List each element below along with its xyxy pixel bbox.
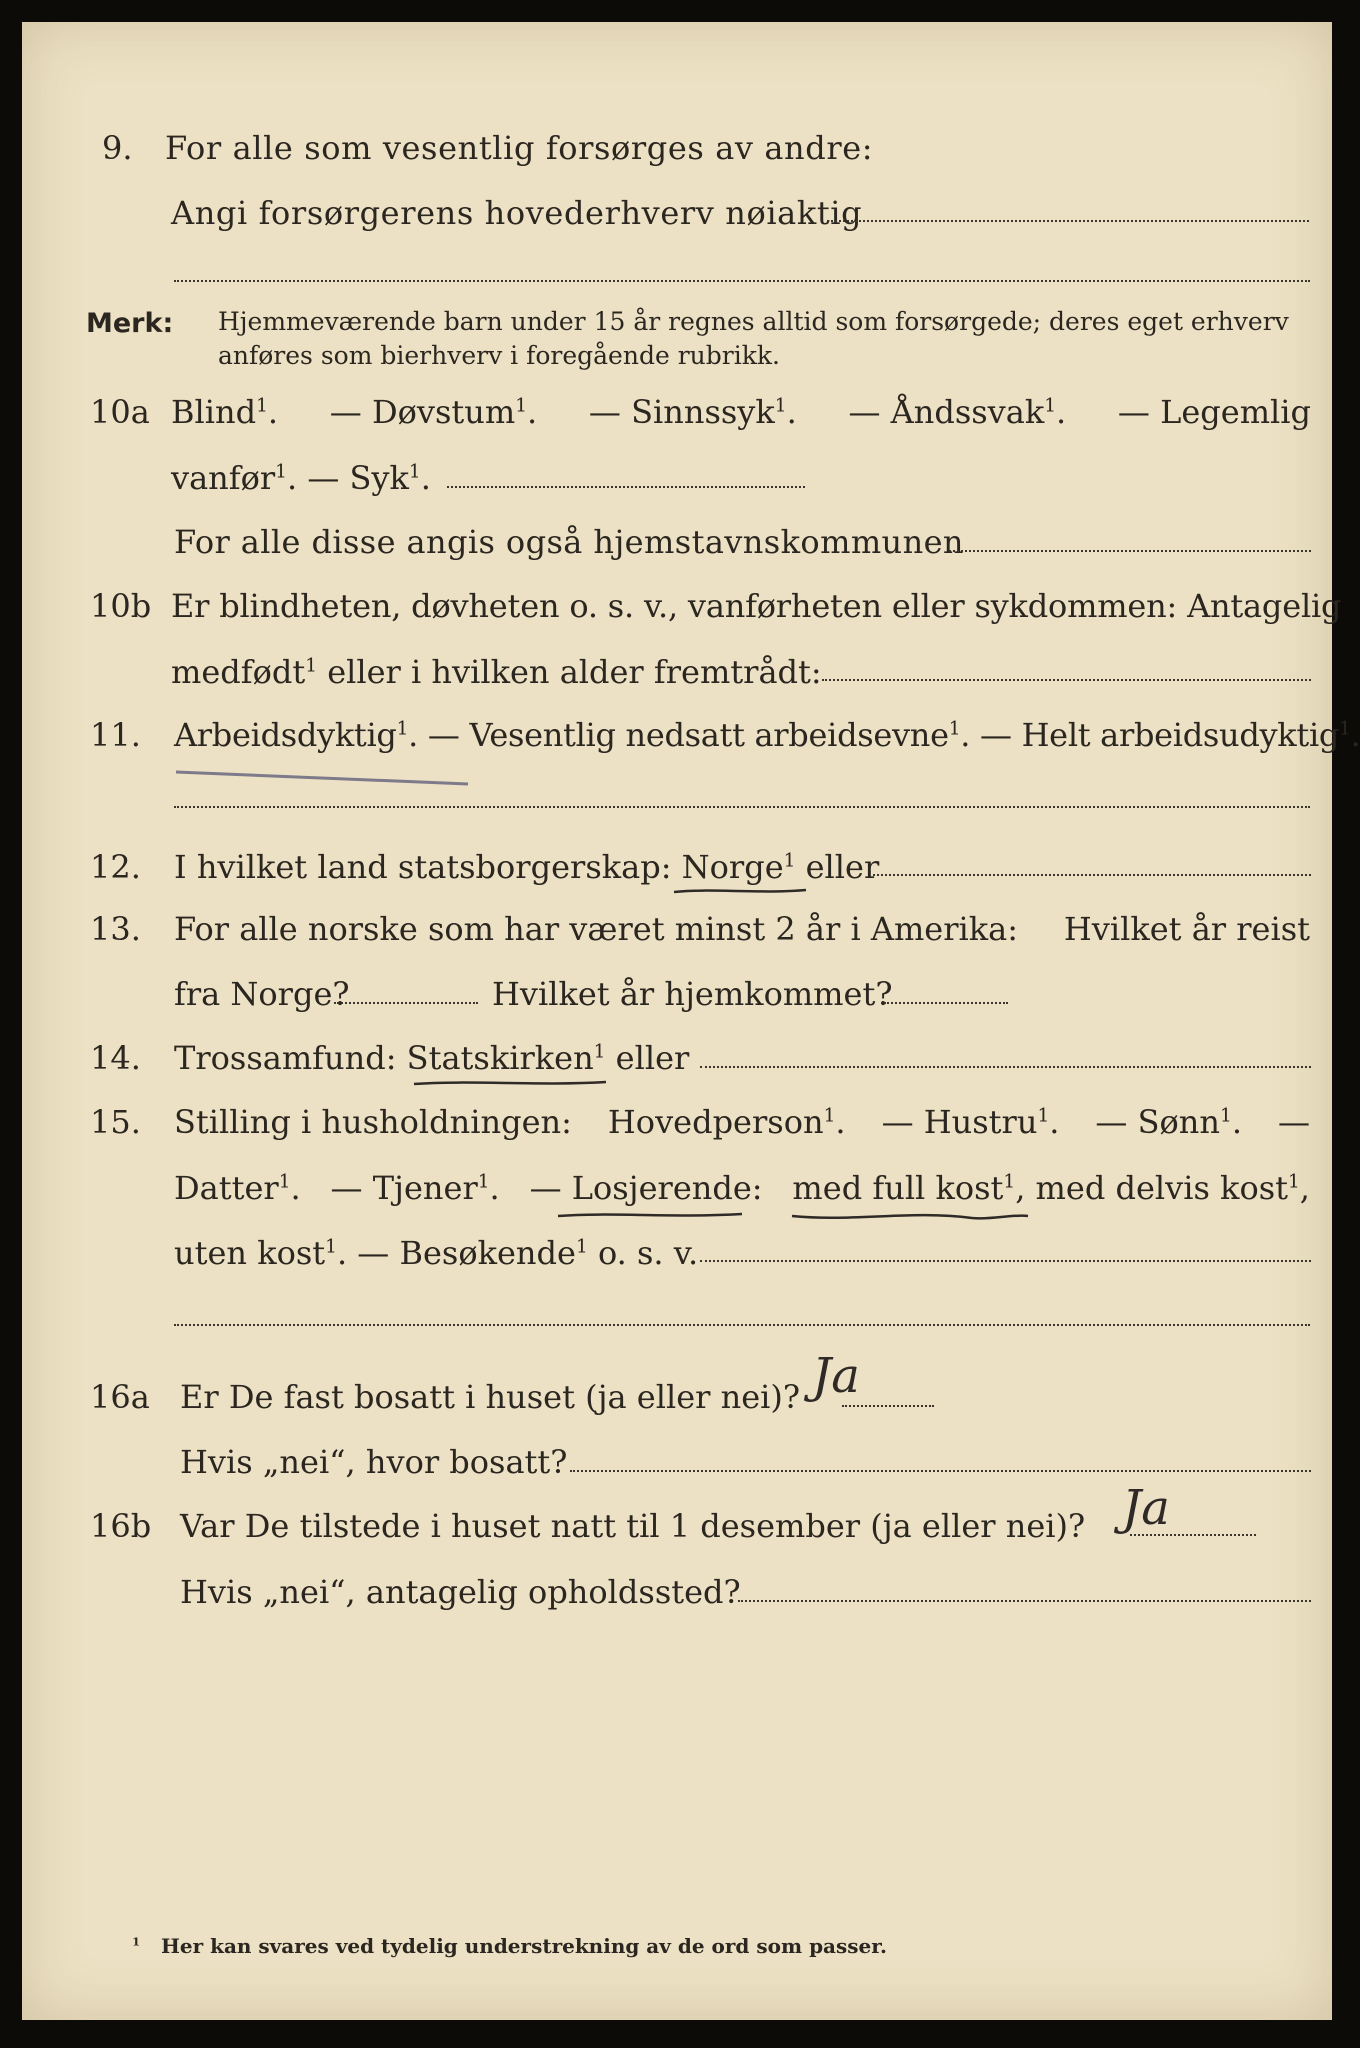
question-10a-number: 10a [90,393,150,431]
question-10a-line-1 [171,392,1311,432]
question-16b-number: 16b [90,1507,152,1545]
option-datter[interactable]: Datter$^1$. [174,1169,301,1207]
handwritten-answer-16a[interactable]: Ja [812,1348,860,1404]
answer-line-9a[interactable] [827,220,1309,222]
answer-line-11[interactable] [174,806,1310,808]
answer-line-10b[interactable] [822,679,1311,681]
option-andssvak[interactable]: — Åndssvak$^1$. [848,393,1067,431]
option-med-full-kost[interactable]: med full kost$^1$, med delvis kost$^1$, [792,1169,1310,1207]
question-13-number: 13. [90,910,141,948]
question-16a-line-2: Hvis „nei“, hvor bosatt? [180,1443,568,1481]
question-13-line-2a: fra Norge? [174,975,350,1013]
answer-line-9b[interactable] [174,280,1310,282]
question-13-line-2b: Hvilket år hjemkommet? [492,975,893,1013]
question-14-number: 14. [90,1039,141,1077]
question-14-line: Trossamfund: Statskirken$^1$ eller [174,1039,690,1077]
question-16b-line-1: Var De tilstede i huset natt til 1 desember (ja eller nei)? [180,1507,1086,1545]
option-uten-kost[interactable]: uten kost$^1$. [174,1234,348,1272]
option-hustru[interactable]: — Hustru$^1$. [881,1103,1060,1141]
option-blind[interactable]: Blind$^1$. [171,393,279,431]
answer-line-15b[interactable] [174,1324,1310,1326]
merk-note-line-1: Hjemmeværende barn under 15 år regnes alltid som forsørgede; deres eget erhverv [218,307,1289,336]
option-vanfor[interactable]: vanfør$^1$. [171,459,298,497]
answer-line-15a[interactable] [700,1260,1311,1262]
question-11-line [174,715,1360,755]
question-15-line-3: uten kost$^1$. — Besøkende$^1$ o. s. v. [174,1234,699,1272]
question-10a-line-3: For alle disse angis også hjemstavnskommunen [174,523,964,561]
answer-line-12[interactable] [873,874,1311,876]
option-besokende[interactable]: — Besøkende$^1$ [357,1234,588,1272]
question-12-number: 12. [90,848,141,886]
handwritten-answer-16b[interactable]: Ja [1122,1480,1170,1536]
question-12-line: I hvilket land statsborgerskap: Norge$^1$ eller [174,848,880,886]
merk-note-line-2: anføres som bierhverv i foregående rubrikk. [218,341,780,370]
option-sonn[interactable]: — Sønn$^1$. [1095,1103,1242,1141]
question-9-number: 9. [102,129,133,167]
question-13-line-1: For alle norske som har været minst 2 år i Amerika: Hvilket år reist [174,910,1310,948]
answer-line-16a-bosatt[interactable] [570,1470,1311,1472]
answer-line-10a-2[interactable] [949,550,1311,552]
answer-line-16b-opholdssted[interactable] [738,1600,1311,1602]
option-hovedperson[interactable]: Hovedperson$^1$. [607,1103,846,1141]
question-16a-line-1: Er De fast bosatt i huset (ja eller nei)? [180,1378,801,1416]
question-15-number: 15. [90,1103,141,1141]
question-15-line-2 [174,1168,1310,1208]
footnote [132,1932,887,1960]
question-16a-number: 16a [90,1378,150,1416]
question-11-number: 11. [90,716,141,754]
answer-line-16a[interactable] [842,1405,934,1407]
footnote-marker: 1 [132,1934,141,1949]
underline-norge [670,882,810,902]
answer-line-16b[interactable] [1130,1534,1256,1536]
option-nedsatt-arbeidsevne[interactable]: — Vesentlig nedsatt arbeidsevne$^1$. [427,716,971,754]
question-9-line-2: Angi forsørgerens hovederhverv nøiaktig [171,194,863,232]
option-norge[interactable]: Norge$^1$ [681,848,796,886]
answer-line-13-reist[interactable] [334,1002,478,1004]
answer-line-13-hjemkommet[interactable] [884,1002,1008,1004]
option-tjener[interactable]: — Tjener$^1$. [330,1169,500,1207]
underline-losjerende-med-full-kost [552,1204,1032,1230]
question-15-line-1: Stilling i husholdningen: Hovedperson$^1$. — Hustru$^1$. — Sønn$^1$. — [174,1103,1310,1141]
answer-line-10a-1[interactable] [447,486,805,488]
option-syk[interactable]: — Syk$^1$. [307,459,431,497]
option-sinnssyk[interactable]: — Sinnssyk$^1$. [588,393,797,431]
question-10b-number: 10b [90,587,152,625]
merk-label: Merk: [86,308,174,339]
option-helt-arbeidsudyktig[interactable]: — Helt arbeidsudyktig$^1$. [980,716,1360,754]
option-legemlig[interactable]: — Legemlig [1117,393,1311,431]
answer-line-14[interactable] [700,1066,1311,1068]
underline-statskirken [410,1074,610,1094]
option-arbeidsdyktig[interactable]: Arbeidsdyktig$^1$. [174,716,418,754]
option-statskirken[interactable]: Statskirken$^1$ [406,1039,606,1077]
census-form-page [22,22,1360,2020]
pencil-underline-arbeidsdyktig [172,762,472,792]
question-10a-line-2 [171,458,431,498]
option-dovstum[interactable]: — Døvstum$^1$. [329,393,538,431]
question-10b-line-1: Er blindheten, døvheten o. s. v., vanførheten eller sykdommen: Antagelig [171,587,1342,625]
question-10b-line-2: medfødt$^1$ eller i hvilken alder fremtrådt: [171,653,822,691]
option-losjerende[interactable]: — Losjerende: [529,1169,763,1207]
question-16b-line-2: Hvis „nei“, antagelig opholdssted? [180,1573,741,1611]
option-medfodt[interactable]: medfødt$^1$ [171,653,318,691]
footnote-text: Her kan svares ved tydelig understrekning av de ord som passer. [160,1934,887,1958]
question-9-line-1: For alle som vesentlig forsørges av andre: [165,129,874,167]
